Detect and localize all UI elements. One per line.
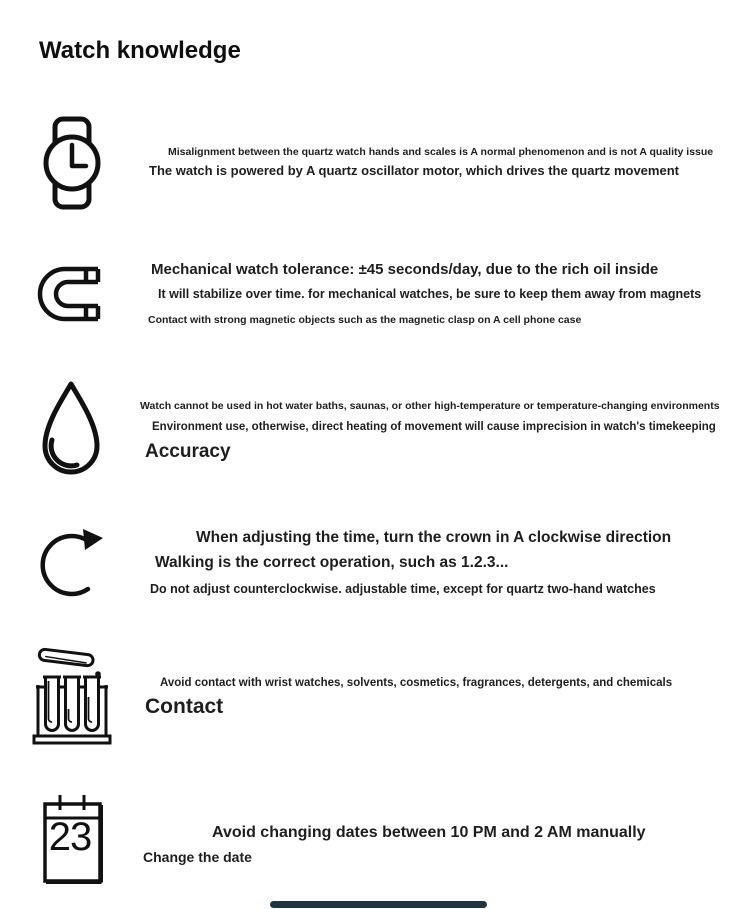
note-avoid-date-change: Avoid changing dates between 10 PM and 2 AM manually [212,824,646,841]
note-heating-imprecision: Environment use, otherwise, direct heating of movement will cause imprecision in watch's timekeeping [152,421,716,433]
magnet-icon [35,265,103,323]
note-magnetic-clasp: Contact with strong magnetic objects such as the magnetic clasp on A cell phone case [148,314,582,326]
note-correct-operation: Walking is the correct operation, such as 1.2.3... [155,554,509,571]
calendar-day-number: 23 [48,815,92,859]
page-title: Watch knowledge [39,37,241,64]
note-no-counterclockwise: Do not adjust counterclockwise. adjustable time, except for quartz two-hand watches [150,582,656,596]
note-keep-away-magnets: It will stabilize over time. for mechanical watches, be sure to keep them away from magnets [158,287,702,301]
contact-heading: Contact [145,695,224,718]
test-tubes-icon [32,647,112,747]
water-drop-icon [37,380,105,480]
accuracy-heading: Accuracy [145,441,231,462]
note-tolerance: Mechanical watch tolerance: ±45 seconds/day, due to the rich oil inside [151,261,659,278]
rotate-clockwise-icon [39,523,107,603]
note-hot-water: Watch cannot be used in hot water baths, saunas, or other high-temperature or temperature-changing environments [140,400,720,412]
wristwatch-icon [42,113,102,213]
note-hand-misalignment: Misalignment between the quartz watch hands and scales is A normal phenomenon and is not A quality issue [168,146,714,158]
home-indicator-bar [270,901,487,908]
note-turn-crown-clockwise: When adjusting the time, turn the crown in A clockwise direction [196,529,672,546]
note-quartz-motor: The watch is powered by A quartz oscillator motor, which drives the quartz movement [149,163,679,178]
note-avoid-chemicals: Avoid contact with wrist watches, solvents, cosmetics, fragrances, detergents, and chemicals [160,677,673,689]
change-date-heading: Change the date [143,849,252,865]
